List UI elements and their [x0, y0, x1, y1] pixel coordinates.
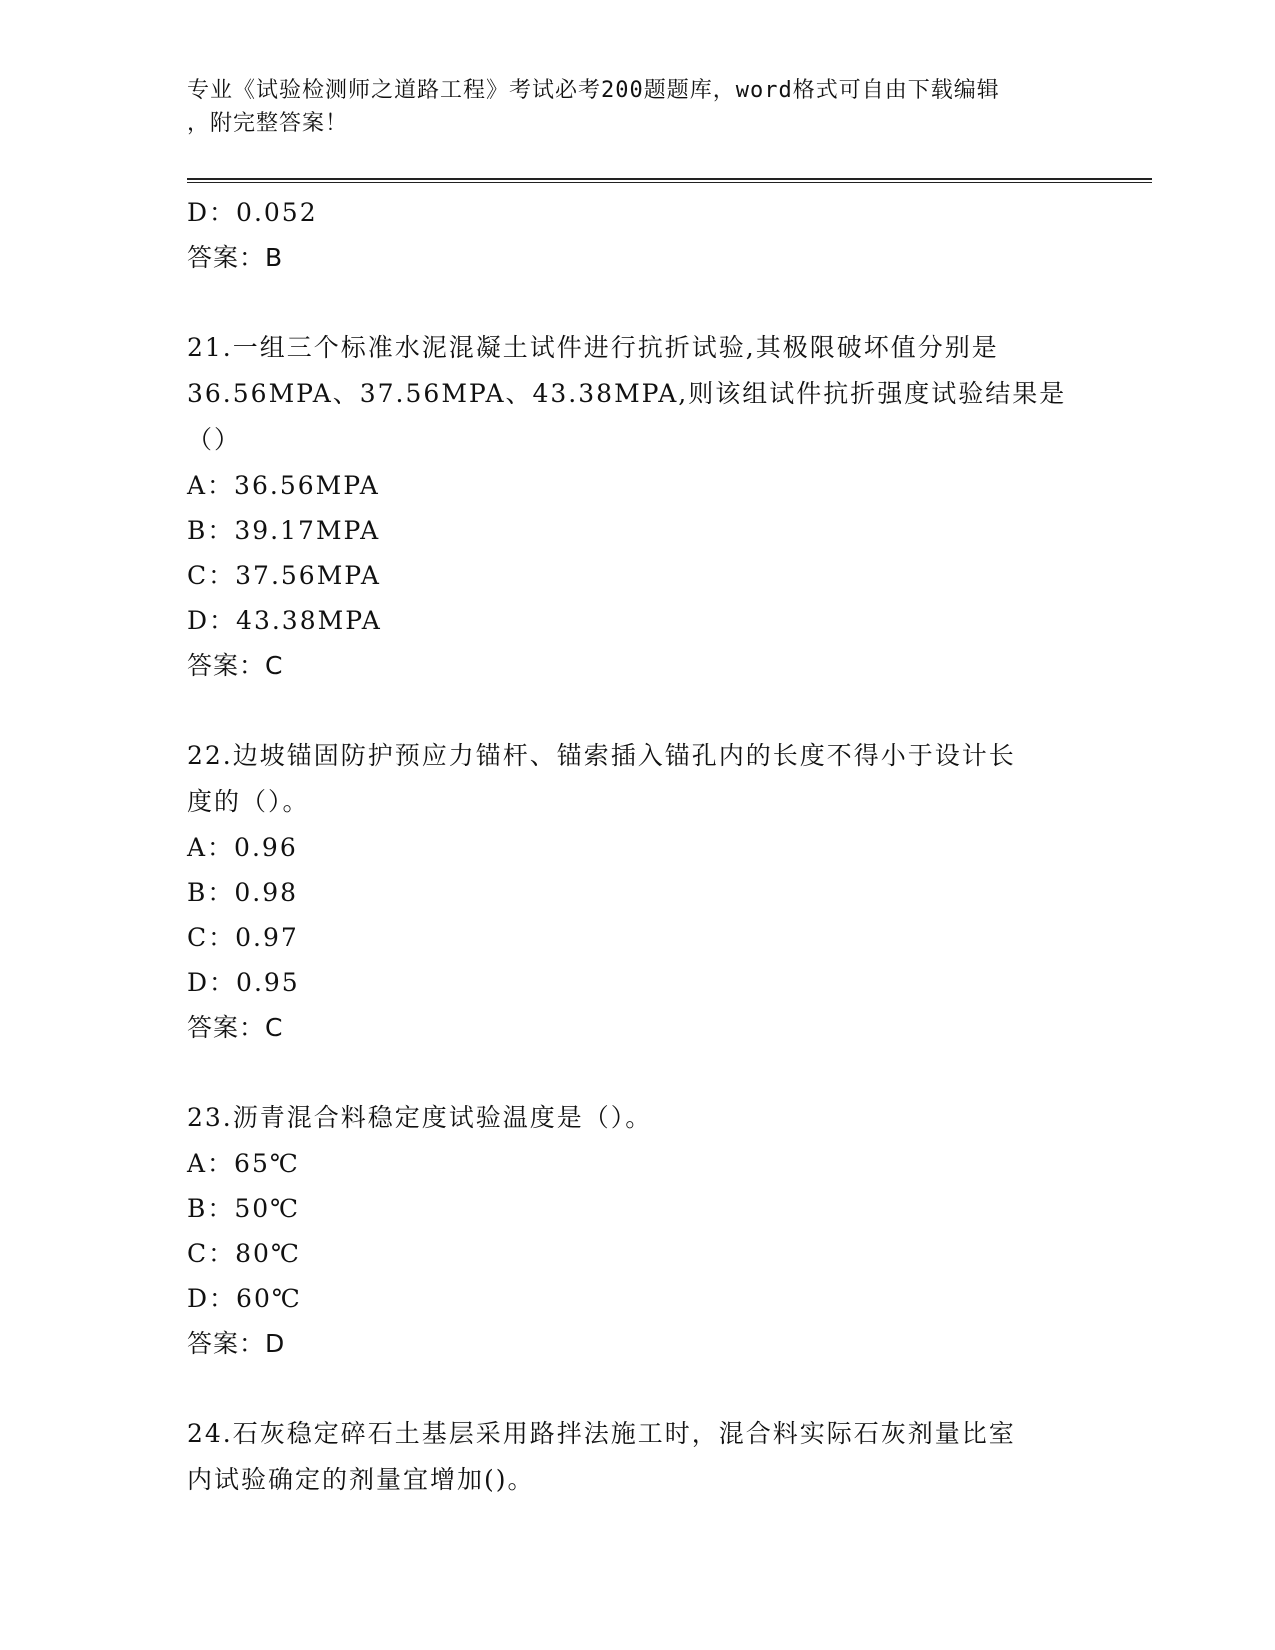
option-b: B：0.98 [187, 878, 299, 907]
question-24 [187, 1411, 1087, 1503]
question-stem-line: 度的（）。 [187, 787, 310, 816]
option-a: A：0.96 [187, 833, 298, 862]
question-stem-line: 22.边坡锚固防护预应力锚杆、锚索插入锚孔内的长度不得小于设计长 [187, 741, 1016, 770]
question-stem-line: 23.沥青混合料稳定度试验温度是（）。 [187, 1103, 653, 1132]
question-stem-line: 24.石灰稳定碎石土基层采用路拌法施工时，混合料实际石灰剂量比室 [187, 1419, 1016, 1448]
option-d: D：60℃ [187, 1284, 302, 1313]
question-stem-line: 36.56MPA、37.56MPA、43.38MPA,则该组试件抗折强度试验结果是（） [187, 379, 1067, 454]
option-c: C：80℃ [187, 1239, 301, 1268]
option-a: A：36.56MPA [187, 471, 380, 500]
answer-line: 答案：B [187, 243, 284, 272]
question-22 [187, 733, 1087, 1050]
question-stem-line: 21.一组三个标准水泥混凝土试件进行抗折试验,其极限破坏值分别是 [187, 333, 999, 362]
page-header [187, 74, 1067, 140]
carryover-question [187, 190, 1087, 280]
header-divider [187, 178, 1152, 183]
answer-line: 答案：C [187, 651, 284, 680]
answer-line: 答案：D [187, 1329, 286, 1358]
option-d: D：0.052 [187, 198, 318, 227]
option-d: D：0.95 [187, 968, 300, 997]
question-21 [187, 325, 1087, 688]
option-a: A：65℃ [187, 1149, 300, 1178]
option-b: B：39.17MPA [187, 516, 381, 545]
option-c: C：0.97 [187, 923, 299, 952]
option-c: C：37.56MPA [187, 561, 381, 590]
question-stem-line: 内试验确定的剂量宜增加()。 [187, 1465, 535, 1494]
option-d: D：43.38MPA [187, 606, 382, 635]
document-body [187, 190, 1087, 1503]
option-b: B：50℃ [187, 1194, 301, 1223]
header-title-line-1: 专业《试验检测师之道路工程》考试必考200题题库，word格式可自由下载编辑 [187, 78, 1000, 103]
question-23 [187, 1095, 1087, 1366]
header-title-line-2: ，附完整答案！ [187, 111, 349, 136]
answer-line: 答案：C [187, 1013, 284, 1042]
